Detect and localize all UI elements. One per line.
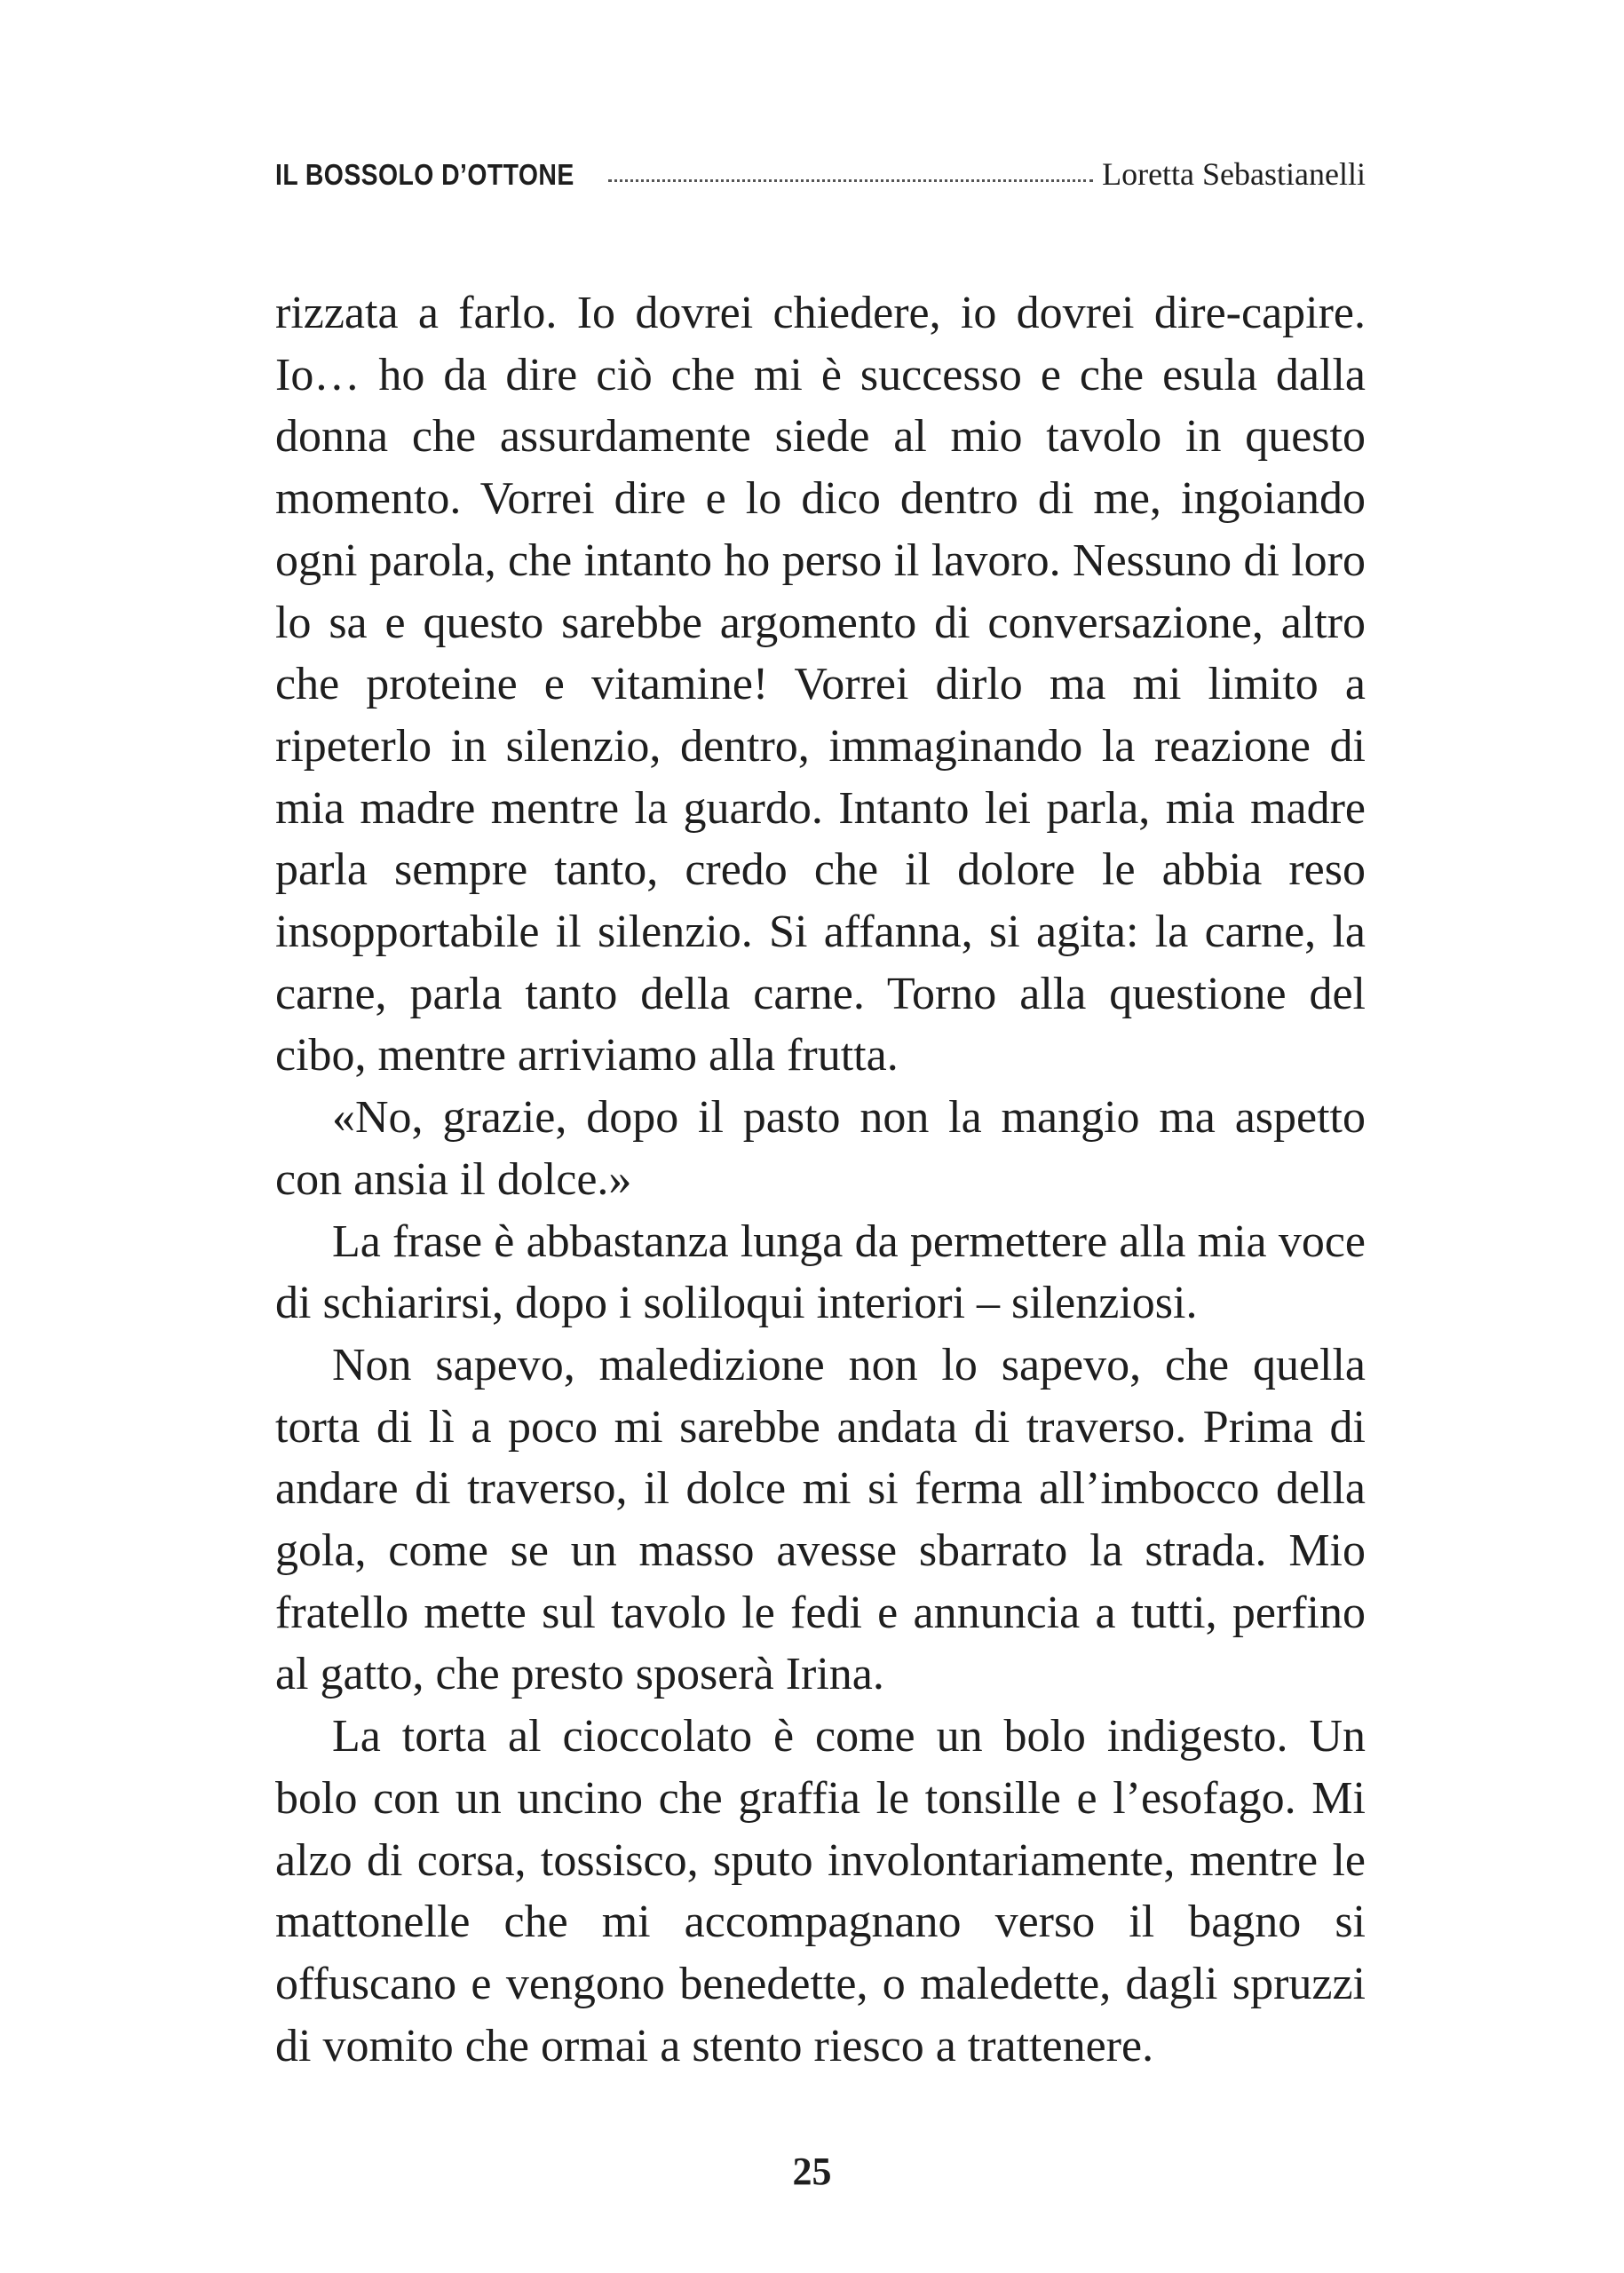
dotted-leader [608,179,1093,182]
paragraph: «No, grazie, dopo il pasto non la mangio ma aspetto con ansia il dolce.» [275,1092,1366,1205]
paragraph: Non sapevo, maledizione non lo sapevo, che quella torta di lì a poco mi sarebbe andata di traverso. Prima di andare di traverso, il dolce mi si ferma all’imbocco della gola, come se un masso avesse sbarrato la strada. Mio fratello mette sul tavolo le fedi e annuncia a tutti, perfino al gatto, che presto sposerà Irina. [275,1339,1366,1700]
body-text [275,282,1366,2077]
paragraph: La frase è abbastanza lunga da permettere alla mia voce di schiarirsi, dopo i soliloqui interiori – silenziosi. [275,1216,1366,1329]
paragraph: La torta al cioccolato è come un bolo indigesto. Un bolo con un uncino che graffia le tonsille e l’esofago. Mi alzo di corsa, tossisco, sputo involontariamente, mentre le mattonelle che mi accompagnano verso il bagno si offuscano e vengono benedette, o maledette, dagli spruzzi di vomito che ormai a stento riesco a trattenere. [275,1711,1366,2071]
paragraph: rizzata a farlo. Io dovrei chiedere, io dovrei dire-capire. Io… ho da dire ciò che mi è successo e che esula dalla donna che assurdamente siede al mio tavolo in questo momento. Vorrei dire e lo dico dentro di me, ingoiando ogni parola, che intanto ho perso il lavoro. Nessuno di loro lo sa e questo sarebbe argomento di conversazione, altro che proteine e vitamine! Vorrei dirlo ma mi limito a ripeterlo in silenzio, dentro, immaginando la reazione di mia madre mentre la guardo. Intanto lei parla, mia madre parla sempre tanto, credo che il dolore le abbia reso insopportabile il silenzio. Si affanna, si agita: la carne, la carne, parla tanto della carne. Torno alla questione del cibo, mentre arriviamo alla frutta. [275,288,1366,1081]
book-title: IL BOSSOLO D’OTTONE [275,158,574,191]
page-number: 25 [792,2150,832,2193]
running-header [275,155,1366,193]
author-name: Loretta Sebastianelli [1102,156,1366,192]
